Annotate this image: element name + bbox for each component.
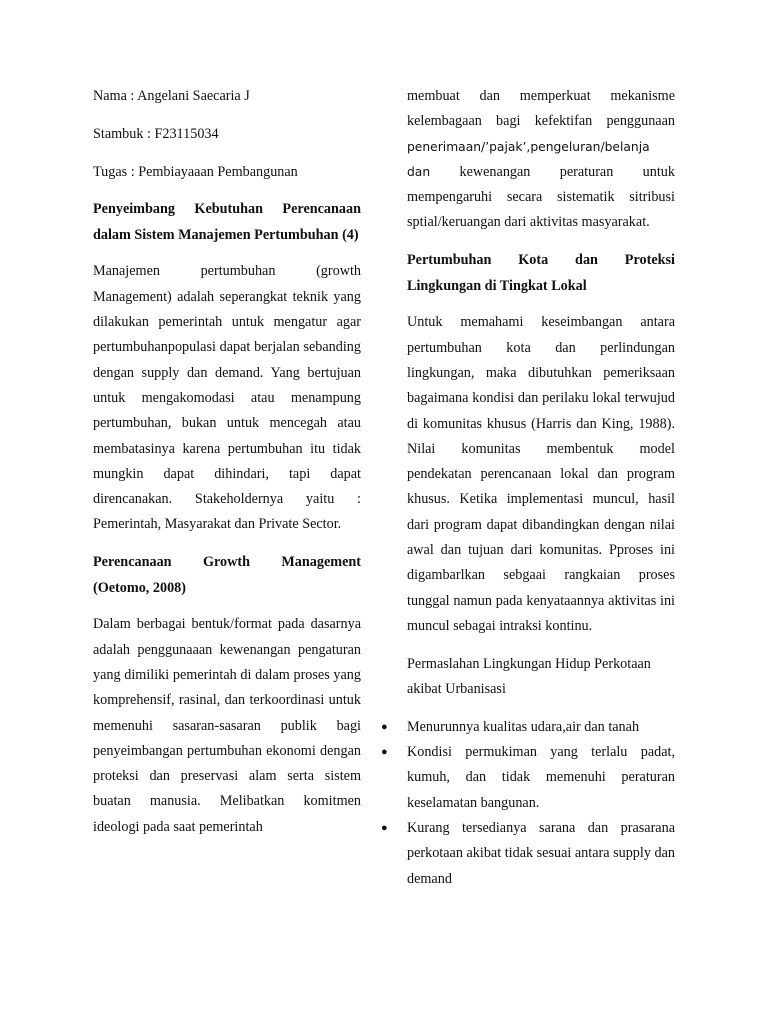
bullet-icon: ●: [381, 822, 388, 835]
section-title-planning: Perencanaan Growth Management (Oetomo, 2008): [93, 554, 361, 596]
assignment-line: Tugas : Pembiayaaan Pembangunan: [93, 163, 298, 180]
bullet-text: Menurunnya kualitas udara,air dan tanah: [407, 718, 640, 735]
bullet-text: Kurang tersedianya sarana dan prasarana perkotaan akibat tidak sesuai antara supply dan demand: [407, 820, 675, 887]
bullet-item: [381, 740, 675, 816]
paragraph-planning: Dalam berbagai bentuk/format pada dasarnya adalah penggunaaan kewenangan pengaturan yang dimiliki pemerintah di dalam proses yang komprehensif, rasinal, dan terkoordinasi untuk memenuhi sasaran-sasaran publik bagi penyeimbangan pertumbuhan ekonomi dengan proteksi dan preservasi alam serta sistem buatan manusia. Melibatkan komitmen ideologi pada saat pemerintah: [93, 616, 361, 835]
left-column: [93, 84, 361, 853]
paragraph-urban-growth: Untuk memahami keseimbangan antara pertumbuhan kota dan perlindungan lingkungan, maka dibutuhkan pemeriksaan bagaimana kondisi dan perilaku lokal terwujud di komunitas khusus (Harris dan King, 1988). Nilai komunitas membentuk model pendekatan perencanaan lokal dan program khusus. Ketika implementasi muncul, hasil dari program dapat dibandingkan dengan nilai awal dan tujuan dari komunitas. Pproses ini digambarlkan sebgaai rangkaian proses tunggal namun pada kenyataannya aktivitas ini muncul sebagai intraksi kontinu.: [407, 314, 675, 634]
right-column: [381, 84, 675, 892]
name-line: Nama : Angelani Saecaria J: [93, 88, 250, 104]
section-title-urban-growth: Pertumbuhan Kota dan Proteksi Lingkungan di Tingkat Lokal: [407, 252, 675, 294]
paragraph-continuation-part2: kewenangan peraturan untuk mempengaruhi secara sistematik sitribusi sptial/keruangan dari aktivitas masyarakat.: [407, 163, 675, 231]
paragraph-growth-management: Manajemen pertumbuhan (growth Management) adalah seperangkat teknik yang dilakukan pemerintah untuk mengatur agar pertumbuhanpopulasi dapat berjalan sebanding dengan supply dan demand. Yang bertujuan untuk mengakomodasi atau menampung pertumbuhan, bukan untuk mencegah atau membatasinya karena pertumbuhan itu tidak mungkin dapat dihindari, tapi dapat direncanakan. Stakeholdernya yaitu : Pemerintah, Masyarakat dan Private Sector.: [93, 263, 361, 533]
subtitle-urban-environment: Permaslahan Lingkungan Hidup Perkotaan akibat Urbanisasi: [407, 655, 651, 698]
bullet-item: [381, 816, 675, 892]
paragraph-continuation-sans: penerimaan/’pajak’,pengeluran/belanja dan: [407, 139, 650, 179]
bullet-text: Kondisi permukiman yang terlalu padat, kumuh, dan tidak memenuhi peraturan keselamatan bangunan.: [407, 744, 675, 811]
stambuk-line: Stambuk : F23115034: [93, 125, 219, 142]
bullet-list: [381, 715, 675, 892]
paragraph-continuation-part1: membuat dan memperkuat mekanisme kelembagaan bagi kefektifan penggunaan: [407, 88, 675, 130]
section-title-balancing: Penyeimbang Kebutuhan Perencanaan dalam Sistem Manajemen Pertumbuhan (4): [93, 201, 361, 243]
bullet-item: [381, 715, 675, 740]
paragraph-continuation: [407, 84, 675, 236]
bullet-icon: ●: [381, 720, 388, 733]
bullet-icon: ●: [381, 746, 388, 759]
